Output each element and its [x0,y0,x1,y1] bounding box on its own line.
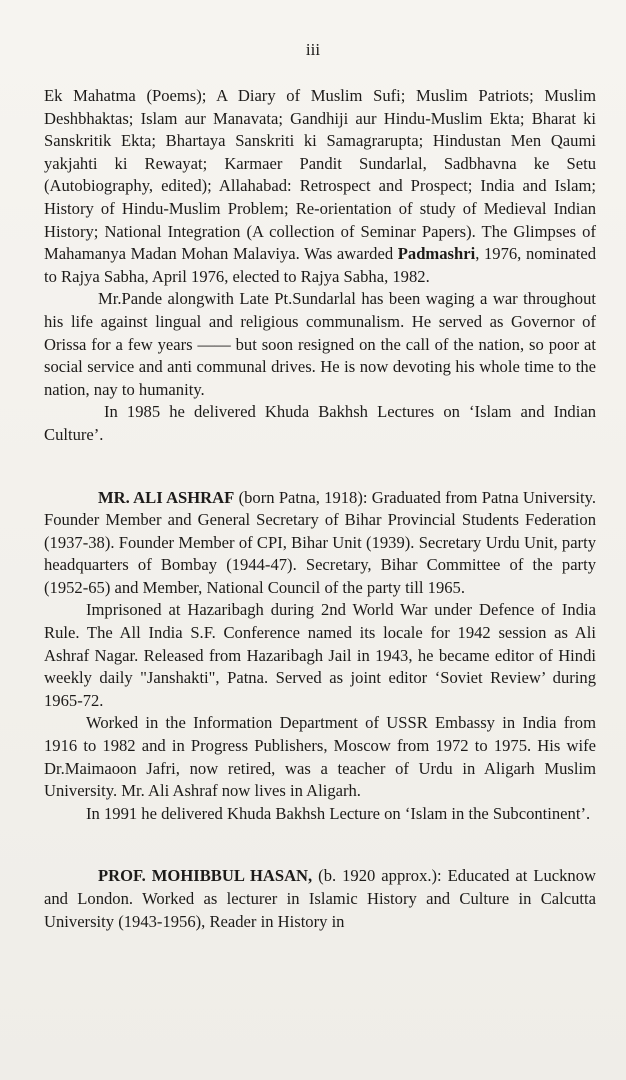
ashraf-imprisonment-paragraph: Imprisoned at Hazaribagh during 2nd World War under Defence of India Rule. The All India S.F. Conference named its locale for 1942 session as Ali Ashraf Nagar. Released from Hazaribagh Jail in 1943, he became editor of Hindi weekly daily "Janshakti", Patna. Served as joint editor ‘Soviet Review’ during 1965-72. [44,600,596,710]
hasan-name: PROF. MOHIBBUL HASAN, [98,866,313,886]
hasan-bio-paragraph [44,865,596,933]
ashraf-name: MR. ALI ASHRAF [98,487,235,507]
ashraf-work-paragraph: Worked in the Information Department of USSR Embassy in India from 1916 to 1982 and in Progress Publishers, Moscow from 1972 to 1975. His wife Dr.Maimaoon Jafri, now retired, was a teacher of Urdu in Aligarh Muslim University. Mr. Ali Ashraf now lives in Aligarh. [44,713,596,801]
ashraf-bio-text: (born Patna, 1918): Graduated from Patna University. Founder Member and General Secretary of Bihar Provincial Students Federation (1937-38). Founder Member of CPI, Bihar Unit (1939). Secretary Urdu Unit, party headquarters of Bombay (1944-47). Secretary, Bihar Committee of the party (1952-65) and Member, National Council of the party till 1965. [44,487,597,597]
body-text [44,85,596,933]
pande-works-tail: , 1976, nominated to Rajya Sabha, April 1976, elected to Rajya Sabha, 1982. [44,244,597,286]
hasan-bio-text: (b. 1920 approx.): Educated at Lucknow and London. Worked as lecturer in Islamic History and Culture in Calcutta University (1943-1956), Reader in History in [44,866,596,931]
page-number: iii [305,40,321,59]
pande-works-text: Ek Mahatma (Poems); A Diary of Muslim Sufi; Muslim Patriots; Muslim Deshbhaktas; Islam aur Manavata; Gandhiji aur Hindu-Muslim Ekta; Bharat ki Sanskritik Ekta; Bhartaya Sanskriti ki Samagrarupta; Hindustan Men Qaumi yakjahti ki Rewayat; Karmaer Pandit Sundarlal, Sadbhavna ke Setu (Autobiography, edited); Allahabad: Retrospect and Prospect; India and Islam; History of Hindu-Muslim Problem; Re-orientation of study of Medieval Indian History; National Integration (A collection of Seminar Papers). The Glimpses of Mahamanya Madan Mohan Malaviya. Was awarded [44,86,596,264]
ashraf-lecture-paragraph: In 1991 he delivered Khuda Bakhsh Lecture on ‘Islam in the Subcontinent’. [86,803,591,823]
pande-works-paragraph [44,85,596,288]
pande-lecture-paragraph: In 1985 he delivered Khuda Bakhsh Lectures on ‘Islam and Indian Culture’. [44,402,596,444]
pande-award: Padmashri [397,244,476,264]
pande-career-paragraph: Mr.Pande alongwith Late Pt.Sundarlal has been waging a war throughout his life against lingual and religious communalism. He served as Governor of Orissa for a few years —— but soon resigned on the call of the nation, so poor at social service and anti communal drives. He is now devoting his whole time to the nation, nay to humanity. [44,289,596,399]
ashraf-bio-paragraph [44,487,596,600]
